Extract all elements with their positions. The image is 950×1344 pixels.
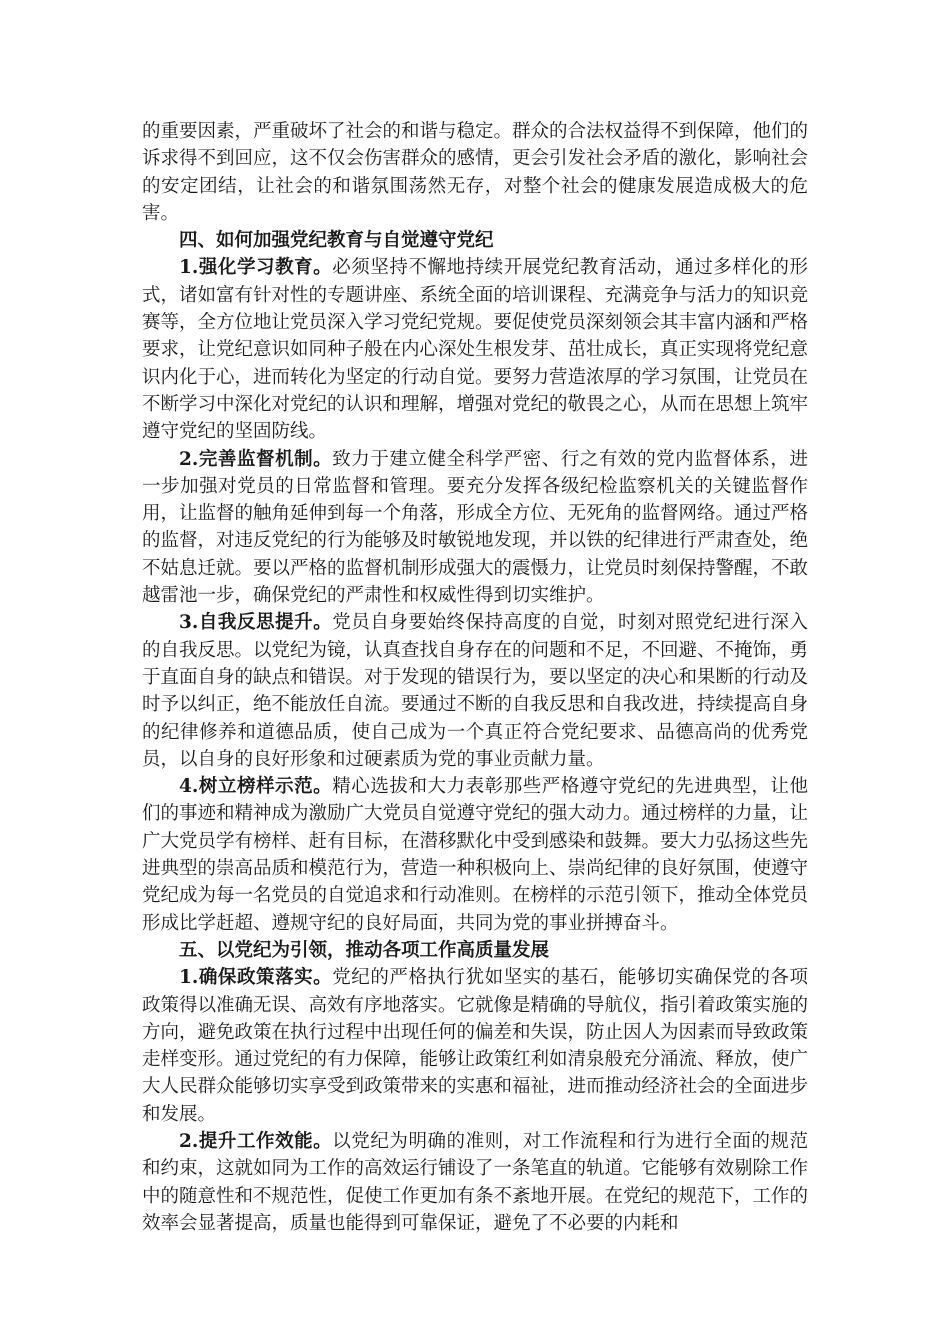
item-body: 党员自身要始终保持高度的自觉，时刻对照党纪进行深入的自我反思。以党纪为镜，认真查找自身存在的问题和不足，不回避、不掩饰，勇于直面自身的缺点和错误。对于发现的错误行为，要以坚定的决心和果断的行动及时予以纠正，绝不能放任自流。要通过不断的自我反思和自我改进，持续提高自身的纪律修养和道德品质，使自己成为一个真正符合党纪要求、品德高尚的优秀党员，以自身的良好形象和过硬素质为党的事业贡献力量。 (142, 612, 809, 770)
intro-paragraph: 的重要因素，严重破坏了社会的和谐与稳定。群众的合法权益得不到保障，他们的诉求得不到回应，这不仅会伤害群众的感情，更会引发社会矛盾的激化，影响社会的安定团结，让社会的和谐氛围荡然无存，对整个社会的健康发展造成极大的危害。 (142, 121, 809, 224)
item-lead: 1.强化学习教育。 (179, 257, 333, 279)
section-4-item-2 (142, 446, 808, 610)
section-4-item-3 (142, 609, 808, 773)
item-body: 党纪的严格执行犹如坚实的基石，能够切实确保党的各项政策得以准确无误、高效有序地落实。它就像是精确的导航仪，指引着政策实施的方向，避免政策在执行过程中出现任何的偏差和失误，防止因人为因素而导致政策走样变形。通过党纪的有力保障，能够让政策红利如清泉般充分涌流、释放，使广大人民群众能够切实享受到政策带来的实惠和福祉，进而推动经济社会的全面进步和发展。 (142, 967, 809, 1125)
item-lead: 2.提升工作效能。 (179, 1130, 333, 1152)
section-4-heading: 四、如何加强党纪教育与自觉遵守党纪 (179, 230, 494, 252)
item-lead: 3.自我反思提升。 (179, 612, 333, 634)
item-lead: 2.完善监督机制。 (179, 448, 333, 470)
section-5-item-2 (142, 1128, 808, 1237)
section-4-item-4 (142, 773, 808, 937)
section-5-item-1 (142, 964, 808, 1128)
item-lead: 4.树立榜样示范。 (179, 776, 333, 798)
item-body: 致力于建立健全科学严密、行之有效的党内监督体系，进一步加强对党员的日常监督和管理。要充分发挥各级纪检监察机关的关键监督作用，让监督的触角延伸到每一个角落，形成全方位、无死角的监督网络。通过严格的监督，对违反党纪的行为能够及时敏锐地发现，并以铁的纪律进行严肃查处，绝不姑息迁就。要以严格的监督机制形成强大的震慑力，让党员时刻保持警醒，不敢越雷池一步，确保党纪的严肃性和权威性得到切实维护。 (142, 448, 809, 607)
item-body: 以党纪为明确的准则，对工作流程和行为进行全面的规范和约束，这就如同为工作的高效运行铺设了一条笔直的轨道。它能够有效剔除工作中的随意性和不规范性，促使工作更加有条不紊地开展。在党纪的规范下，工作的效率会显著提高，质量也能得到可靠保证，避免了不必要的内耗和 (142, 1130, 809, 1234)
section-4-item-1 (142, 254, 808, 445)
document-page (142, 118, 808, 1237)
section-5-heading: 五、以党纪为引领，推动各项工作高质量发展 (179, 939, 550, 961)
item-lead: 1.确保政策落实。 (179, 967, 333, 989)
item-body: 必须坚持不懈地持续开展党纪教育活动，通过多样化的形式，诸如富有针对性的专题讲座、系统全面的培训课程、充满竞争与活力的知识竞赛等，全方位地让党员深入学习党纪党规。要促使党员深刻领会其丰富内涵和严格要求，让党纪意识如同种子般在内心深处生根发芽、茁壮成长，真正实现将党纪意识内化于心，进而转化为坚定的行动自觉。要努力营造浓厚的学习氛围，让党员在不断学习中深化对党纪的认识和理解，增强对党纪的敬畏之心，从而在思想上筑牢遵守党纪的坚固防线。 (142, 257, 809, 443)
item-body: 精心选拔和大力表彰那些严格遵守党纪的先进典型，让他们的事迹和精神成为激励广大党员自觉遵守党纪的强大动力。通过榜样的力量，让广大党员学有榜样、赶有目标，在潜移默化中受到感染和鼓舞。要大力弘扬这些先进典型的崇高品质和模范行为，营造一种积极向上、崇尚纪律的良好氛围，使遵守党纪成为每一名党员的自觉追求和行动准则。在榜样的示范引领下，推动全体党员形成比学赶超、遵规守纪的良好局面，共同为党的事业拼搏奋斗。 (142, 776, 809, 934)
